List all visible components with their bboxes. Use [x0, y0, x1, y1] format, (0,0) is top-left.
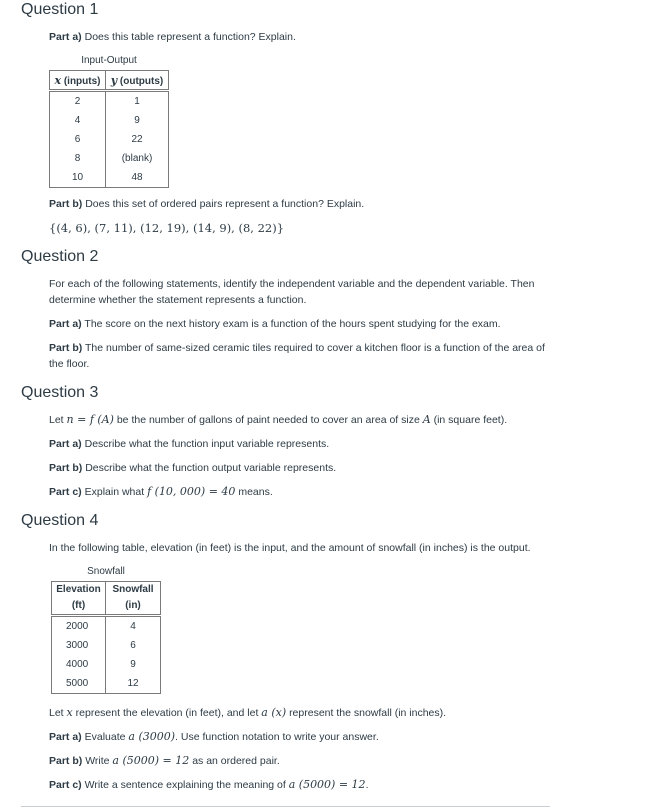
q4-part-c-label: Part c)	[49, 779, 82, 791]
q2-part-a-label: Part a)	[49, 318, 82, 330]
q1-part-b-label: Part b)	[49, 198, 83, 210]
elevation-cell: 5000	[52, 674, 106, 694]
q2-intro: For each of the following statements, identify the independent variable and the dependent variable. Then determine whether the statement represents a function.	[49, 278, 535, 306]
elevation-cell: 2000	[52, 616, 106, 637]
ordered-pairs-set: {(4, 6), (7, 11), (12, 19), (14, 9), (8, 22)}	[49, 221, 285, 235]
q2-part-b	[49, 340, 549, 372]
q2-part-a-text: The score on the next history exam is a function of the hours spent studying for the exam.	[84, 318, 501, 330]
elevation-cell: 4000	[52, 655, 106, 674]
table-row	[50, 91, 169, 112]
q2-part-b-label: Part b)	[49, 342, 83, 354]
q3-part-b-label: Part b)	[49, 462, 83, 474]
q3-part-c-label: Part c)	[49, 486, 82, 498]
elevation-cell: 3000	[52, 636, 106, 655]
q3-part-c-equation: f (10, 000) = 40	[147, 485, 236, 498]
output-cell: 48	[106, 168, 169, 188]
snowfall-table	[51, 566, 161, 694]
q1-part-b-text: Does this set of ordered pairs represent a function? Explain.	[85, 198, 365, 210]
q1-part-b	[49, 196, 549, 212]
y-outputs-header: y (outputs)	[106, 71, 169, 91]
q4-part-c-equation: a (5000) = 12	[288, 778, 366, 791]
snowfall-header: Snowfall (in)	[106, 582, 161, 616]
q4-let-statement: Let x represent the elevation (in feet), and let a (x) represent the snowfall (in inches).	[49, 706, 447, 719]
input-output-table	[49, 55, 169, 188]
snowfall-cell: 12	[106, 674, 161, 694]
output-cell: 22	[106, 130, 169, 149]
snowfall-caption: Snowfall	[87, 566, 125, 577]
table-row	[50, 111, 169, 130]
question-4-heading: Question 4	[21, 512, 99, 529]
input-cell: 10	[50, 168, 106, 188]
q4-part-b: Part b) Write a (5000) = 12 as an ordered pair.	[49, 754, 280, 767]
q2-part-b-text: The number of same-sized ceramic tiles required to cover a kitchen floor is a function of the area of the floor.	[49, 342, 545, 370]
input-cell: 8	[50, 149, 106, 168]
q4-part-c: Part c) Write a sentence explaining the meaning of a (5000) = 12.	[49, 778, 369, 791]
input-cell: 6	[50, 130, 106, 149]
snowfall-cell: 9	[106, 655, 161, 674]
q3-part-c: Part c) Explain what f (10, 000) = 40 means.	[49, 485, 273, 498]
q3-part-b	[49, 460, 549, 476]
snowfall-cell: 6	[106, 636, 161, 655]
q3-intro-equation: n = f (A)	[66, 413, 114, 426]
table-row	[50, 149, 169, 168]
table-row	[52, 655, 161, 674]
q2-part-a	[49, 316, 549, 332]
input-cell: 4	[50, 111, 106, 130]
output-cell: 9	[106, 111, 169, 130]
elevation-header: Elevation (ft)	[52, 582, 106, 616]
q1-part-a	[49, 29, 549, 45]
input-output-caption: Input-Output	[81, 55, 137, 66]
q3-part-b-text: Describe what the function output variable represents.	[85, 462, 337, 474]
q3-part-a	[49, 436, 549, 452]
q1-part-a-text: Does this table represent a function? Explain.	[84, 31, 296, 43]
bottom-divider	[21, 806, 550, 807]
q3-part-a-text: Describe what the function input variable represents.	[84, 438, 330, 450]
question-1-heading: Question 1	[21, 1, 99, 18]
output-cell: (blank)	[106, 149, 169, 168]
q4-part-b-label: Part b)	[49, 755, 83, 767]
table-row	[52, 636, 161, 655]
output-cell: 1	[106, 91, 169, 112]
question-3-heading: Question 3	[21, 384, 99, 401]
table-row	[52, 674, 161, 694]
q3-intro: Let n = f (A) be the number of gallons of paint needed to cover an area of size A (in square feet).	[49, 413, 508, 426]
question-2-heading: Question 2	[21, 248, 99, 265]
input-cell: 2	[50, 91, 106, 112]
snowfall-cell: 4	[106, 616, 161, 637]
q4-part-b-equation: a (5000) = 12	[112, 754, 190, 767]
table-row	[50, 130, 169, 149]
q1-part-a-label: Part a)	[49, 31, 82, 43]
x-inputs-header: x (inputs)	[50, 71, 106, 91]
table-row	[50, 168, 169, 188]
q3-intro-variable: A	[422, 413, 431, 426]
q4-part-a-equation: a (3000)	[128, 730, 176, 743]
q4-part-a: Part a) Evaluate a (3000). Use function notation to write your answer.	[49, 730, 379, 743]
q4-part-a-label: Part a)	[49, 731, 82, 743]
q3-part-a-label: Part a)	[49, 438, 82, 450]
q4-intro: In the following table, elevation (in feet) is the input, and the amount of snowfall (in inches) is the output.	[49, 542, 531, 554]
table-row	[52, 616, 161, 637]
